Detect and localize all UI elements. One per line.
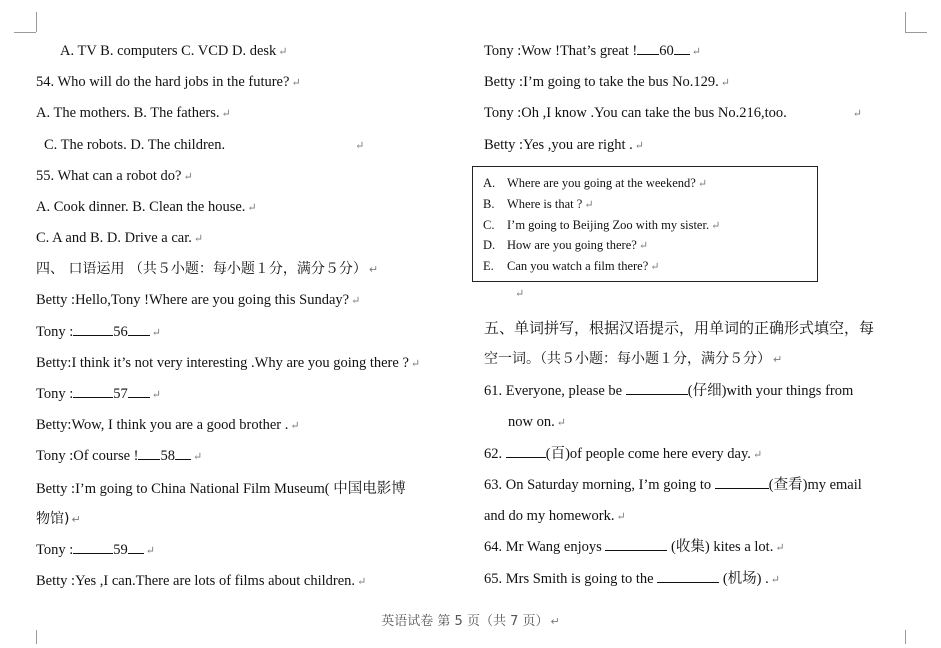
corner-mark-top-right-h: [905, 32, 927, 33]
blank-58-post: [175, 447, 191, 460]
corner-mark-top-left-h: [14, 32, 36, 33]
option-d: D. How are you going there? ↵: [483, 238, 649, 252]
q63-line-1: 63. On Saturday morning, I’m going to (查看)my email: [484, 477, 862, 493]
blank-56-number: 56: [113, 324, 128, 340]
dialog-line-57: Tony : 57 ↵: [36, 386, 161, 402]
blank-57-post: [128, 385, 150, 398]
q64: 64. Mr Wang enjoys (收集) kites a lot. ↵: [484, 539, 785, 555]
section4-title: 四、 口语运用 （共５小题：每小题１分，满分５分） ↵: [36, 261, 379, 277]
paragraph-mark: ↵: [515, 288, 525, 300]
dialog-line-7a: Betty :I’m going to China National Film Museum( 中国电影博: [36, 481, 406, 497]
blank-58-number: 58: [160, 448, 175, 464]
dialog-line-13: Betty :Yes ,you are right . ↵: [484, 137, 644, 153]
blank-56-pre: [73, 323, 113, 336]
q54-options-cd: C. The robots. D. The children. ↵: [44, 137, 365, 153]
q55-options-ab: A. Cook dinner. B. Clean the house. ↵: [36, 199, 257, 215]
blank-56-post: [128, 323, 150, 336]
q54-options-ab: A. The mothers. B. The fathers. ↵: [36, 105, 231, 121]
dialog-line-3: Betty:I think it’s not very interesting .Why are you going there ? ↵: [36, 355, 421, 371]
blank-63: [715, 476, 769, 489]
q55-options-cd: C. A and B. D. Drive a car. ↵: [36, 230, 204, 246]
dialog-line-11: Betty :I’m going to take the bus No.129. ↵: [484, 74, 731, 90]
dialog-line-59: Tony : 59 ↵: [36, 542, 155, 558]
option-a: A. Where are you going at the weekend? ↵: [483, 176, 708, 190]
q55-question: 55. What can a robot do? ↵: [36, 168, 193, 184]
options-box: [472, 166, 818, 282]
blank-57-number: 57: [113, 386, 128, 402]
dialog-line-1: Betty :Hello,Tony !Where are you going this Sunday? ↵: [36, 292, 361, 308]
blank-64: [605, 538, 667, 551]
blank-59-number: 59: [113, 542, 128, 558]
blank-62: [506, 445, 546, 458]
dialog-line-7b: 物馆) ↵: [36, 511, 81, 527]
q63-line-2: and do my homework. ↵: [484, 508, 626, 524]
dialog-line-9: Betty :Yes ,I can.There are lots of films about children. ↵: [36, 573, 367, 589]
corner-mark-top-right-v: [905, 12, 906, 32]
option-c: C. I’m going to Beijing Zoo with my sister. ↵: [483, 218, 721, 232]
dialog-line-12: Tony :Oh ,I know .You can take the bus No.216,too. ↵: [484, 105, 863, 121]
q61-line-2: now on. ↵: [508, 414, 566, 430]
dialog-line-60: Tony :Wow !That’s great ! 60 ↵: [484, 43, 701, 59]
dialog-line-58: Tony :Of course ! 58 ↵: [36, 448, 203, 464]
corner-mark-bottom-left: [36, 630, 37, 644]
blank-60-post: [674, 42, 690, 55]
blank-59-pre: [73, 541, 113, 554]
page-footer: 英语试卷 第 5 页（共 7 页） ↵: [381, 614, 560, 629]
blank-57-pre: [73, 385, 113, 398]
section5-title-2: 空一词。（共５小题：每小题１分，满分５分） ↵: [484, 351, 783, 367]
q61-line-1: 61. Everyone, please be (仔细)with your things from: [484, 383, 854, 399]
q53-options: A. TV B. computers C. VCD D. desk ↵: [60, 43, 288, 59]
option-e: E. Can you watch a film there? ↵: [483, 259, 660, 273]
q65: 65. Mrs Smith is going to the (机场) . ↵: [484, 571, 780, 587]
option-b: B. Where is that ? ↵: [483, 197, 594, 211]
blank-61: [626, 382, 688, 395]
q62: 62. (百)of people come here every day. ↵: [484, 446, 763, 462]
blank-60-number: 60: [659, 43, 674, 59]
blank-58-pre: [138, 447, 160, 460]
blank-59-post: [128, 541, 144, 554]
blank-65: [657, 570, 719, 583]
q54-question: 54. Who will do the hard jobs in the future? ↵: [36, 74, 301, 90]
blank-60-pre: [637, 42, 659, 55]
corner-mark-bottom-right: [905, 630, 906, 644]
corner-mark-top-left-v: [36, 12, 37, 32]
dialog-line-56: Tony : 56 ↵: [36, 324, 161, 340]
section5-title-1: 五、单词拼写，根据汉语提示，用单词的正确形式填空，每: [484, 319, 875, 337]
dialog-line-5: Betty:Wow, I think you are a good brother . ↵: [36, 417, 300, 433]
